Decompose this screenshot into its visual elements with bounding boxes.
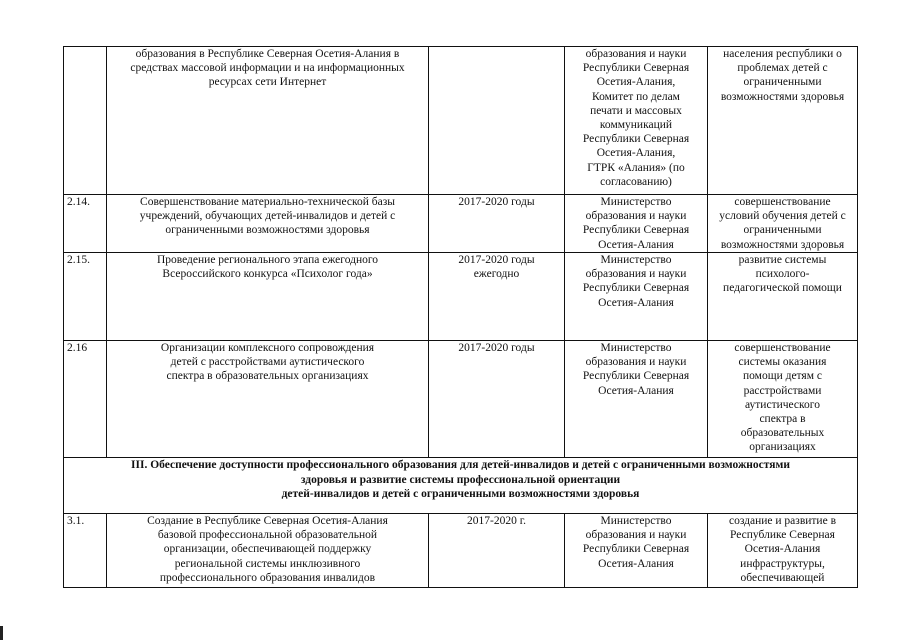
executor-cell [565,253,708,341]
row-number [64,47,107,195]
table-row [64,253,858,341]
term-cell [429,47,565,195]
activity-cell [107,195,429,253]
executor-text: Министерство образования и науки Республики Северная Осетия-Алания [582,254,690,309]
term-text: 2017-2020 годы [458,196,535,208]
table-row [64,514,858,588]
result-cell [708,253,858,341]
term-cell [429,195,565,253]
activity-cell [107,514,429,588]
activity-text: Создание в Республике Северная Осетия-Алания базовой профессиональной образовательной организации, обеспечивающей поддержку региональной системы инклюзивного профессионального образования инвалидов [147,515,388,584]
result-cell [708,195,858,253]
term-cell [429,253,565,341]
term-text: 2017-2020 г. [467,515,526,527]
row-number: 2.14. [64,195,107,253]
row-number: 2.16 [64,341,107,458]
executor-text: Министерство образования и науки Республики Северная Осетия-Алания [582,515,690,570]
table-row [64,195,858,253]
executor-cell [565,47,708,195]
activity-cell [107,253,429,341]
result-cell [708,47,858,195]
executor-cell [565,195,708,253]
executor-cell [565,514,708,588]
executor-text: Министерство образования и науки Республики Северная Осетия-Алания [582,196,690,251]
table-row [64,341,858,458]
activity-text: образования в Республике Северная Осетия-Алания в средствах массовой информации и на информационных ресурсах сети Интернет [130,48,405,89]
term-text: 2017-2020 годы [458,342,535,354]
measures-table [63,46,858,588]
activity-text: Совершенствование материально-технической базы учреждений, обучающих детей-инвалидов и детей с ограниченными возможностями здоровья [139,196,396,237]
result-text: населения республики о проблемах детей с ограниченными возможностями здоровья [720,48,845,103]
term-cell [429,341,565,458]
term-text: 2017-2020 годы ежегодно [458,254,535,281]
activity-text: Организации комплексного сопровождения детей с расстройствами аутистического спектра в образовательных организациях [160,342,375,383]
executor-text: образования и науки Республики Северная Осетия-Алания, Комитет по делам печати и массовых коммуникаций Республики Северная Осетия-Алания, ГТРК «Алания» (по согласованию) [582,48,690,188]
section-title: III. Обеспечение доступности профессионального образования для детей-инвалидов и детей с ограниченными возможностями здоровья и развитие системы профессиональной ориентации детей-инвалидов и детей с ограниченными возможностями здоровья [131,459,790,500]
activity-cell [107,47,429,195]
scan-edge-mark [0,626,3,640]
result-text: развитие системы психолого- педагогической помощи [723,254,842,295]
executor-cell [565,341,708,458]
activity-text: Проведение регионального этапа ежегодного Всероссийского конкурса «Психолог года» [156,254,379,281]
section-title-cell [64,458,858,514]
row-number: 2.15. [64,253,107,341]
result-text: совершенствование системы оказания помощи детям с расстройствами аутистического спектра в образовательных организациях [734,342,831,454]
result-cell [708,341,858,458]
section-header-row [64,458,858,514]
executor-text: Министерство образования и науки Республики Северная Осетия-Алания [582,342,690,397]
row-number: 3.1. [64,514,107,588]
result-cell [708,514,858,588]
table-row [64,47,858,195]
activity-cell [107,341,429,458]
result-text: создание и развитие в Республике Северная Осетия-Алания инфраструктуры, обеспечивающей [728,515,837,584]
term-cell [429,514,565,588]
result-text: совершенствование условий обучения детей с ограниченными возможностями здоровья [719,196,846,251]
